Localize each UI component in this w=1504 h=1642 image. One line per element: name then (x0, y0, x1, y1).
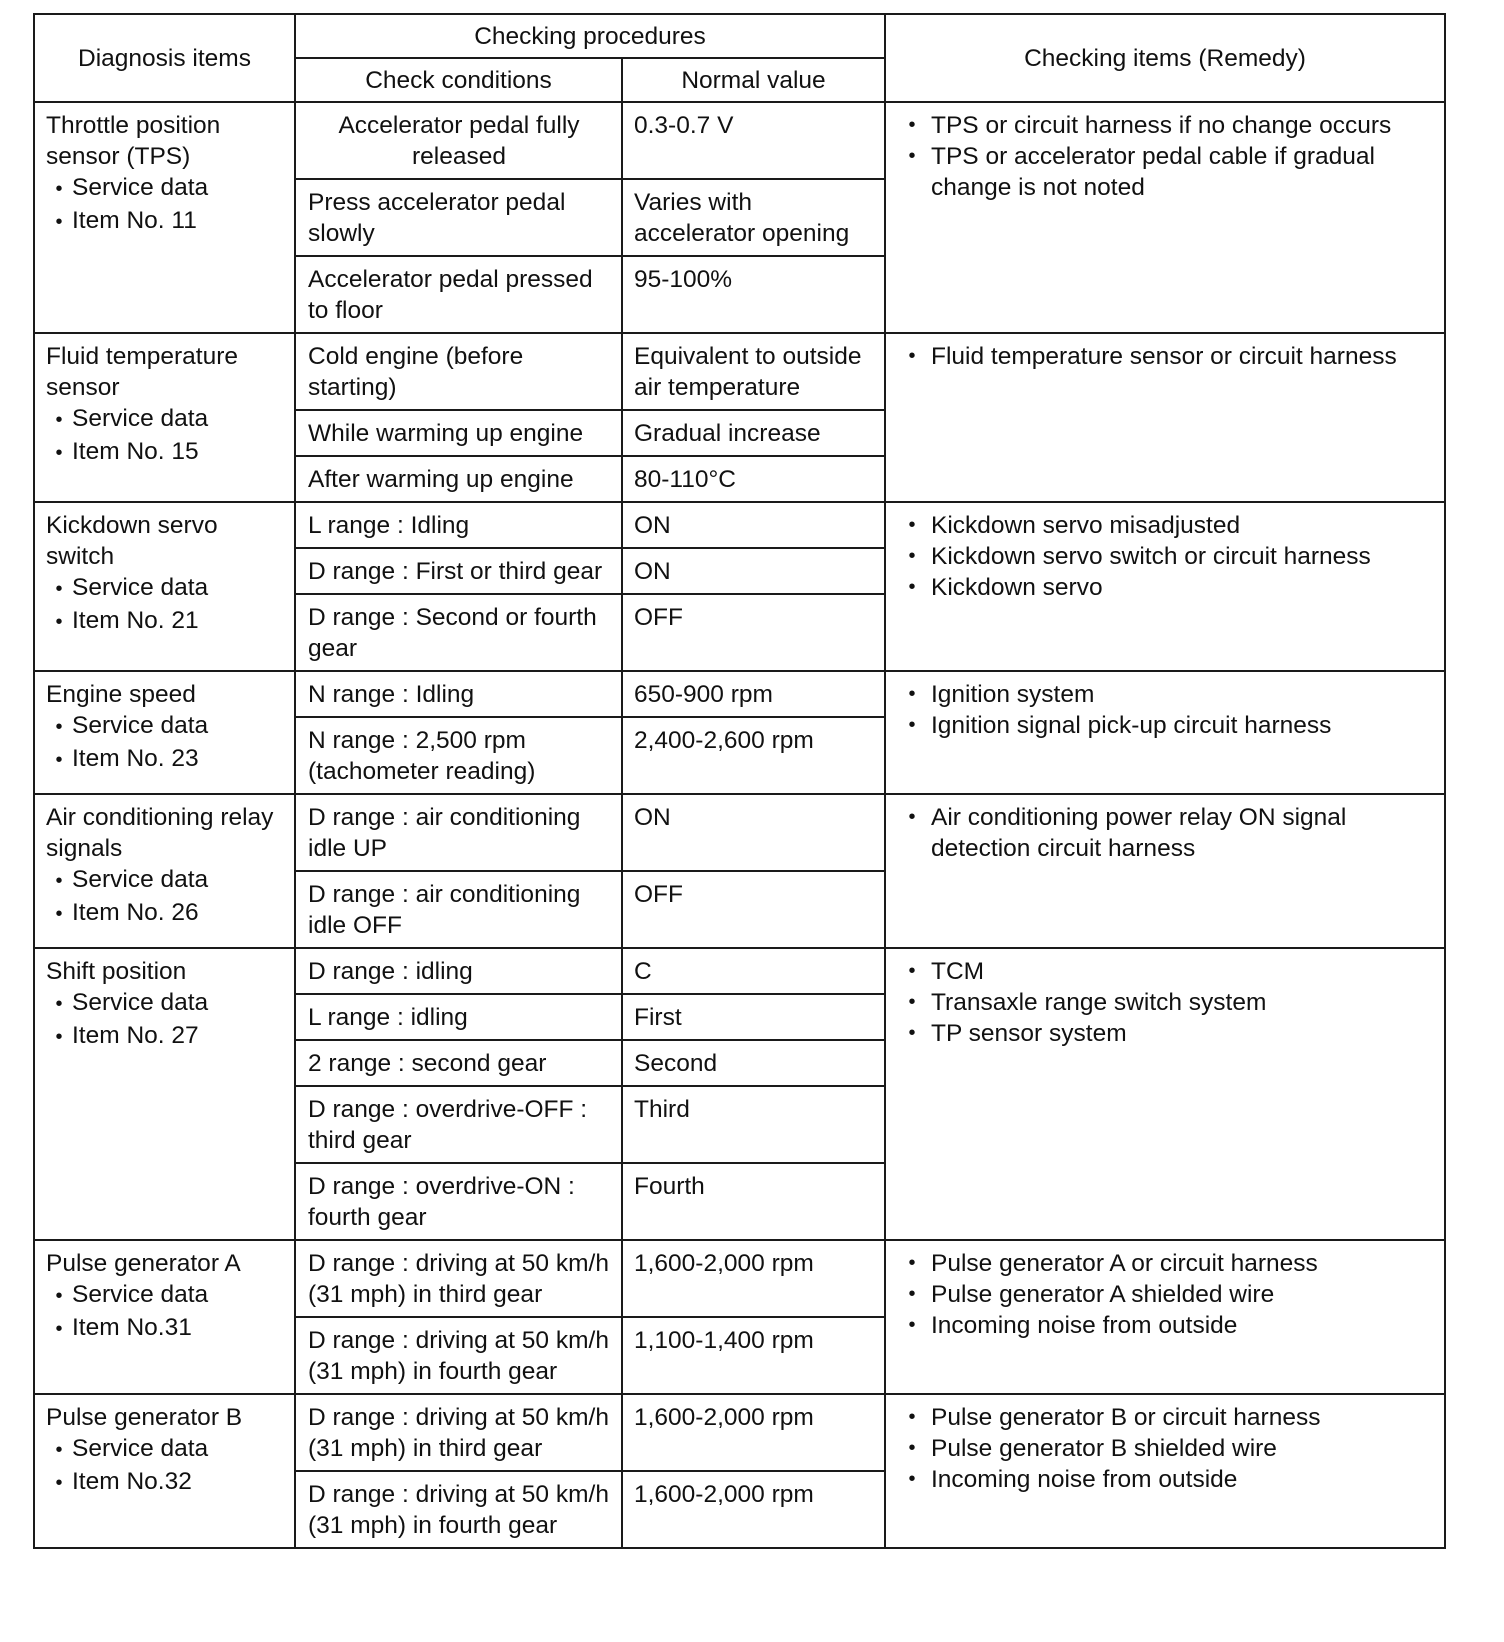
remedy-list (897, 110, 1433, 203)
remedy-list (897, 1402, 1433, 1495)
remedy-item: • Transaxle range switch system (931, 987, 1433, 1018)
diagnosis-item-cell (34, 1240, 295, 1394)
remedy-list (897, 510, 1433, 603)
diagnosis-item-cell (34, 948, 295, 1240)
header-checking-items: Checking items (Remedy) (885, 14, 1445, 102)
check-condition-cell: D range : driving at 50 km/h (31 mph) in third gear (295, 1240, 622, 1317)
normal-value-cell: ON (622, 502, 885, 548)
diagnosis-item-cell (34, 333, 295, 502)
normal-value-cell: Equivalent to outside air temperature (622, 333, 885, 410)
table-row (34, 502, 1445, 548)
normal-value-cell: 2,400-2,600 rpm (622, 717, 885, 794)
check-condition-cell: N range : 2,500 rpm (tachometer reading) (295, 717, 622, 794)
remedy-item: • TPS or circuit harness if no change occurs (931, 110, 1433, 141)
diagnosis-item-title: Fluid temperature sensor (46, 343, 239, 401)
check-condition-cell: N range : Idling (295, 671, 622, 717)
check-condition-cell: D range : overdrive-ON : fourth gear (295, 1163, 622, 1240)
header-normal-value: Normal value (622, 58, 885, 102)
diagnosis-item-cell (34, 102, 295, 333)
check-condition-cell: D range : driving at 50 km/h (31 mph) in fourth gear (295, 1471, 622, 1548)
check-condition-cell: D range : driving at 50 km/h (31 mph) in fourth gear (295, 1317, 622, 1394)
diagnosis-item-detail: • Item No. 26 (46, 897, 283, 930)
diagnosis-item-detail: • Item No. 21 (46, 605, 283, 638)
normal-value-cell: Fourth (622, 1163, 885, 1240)
check-condition-cell: Cold engine (before starting) (295, 333, 622, 410)
normal-value-cell: C (622, 948, 885, 994)
normal-value-cell: 1,600-2,000 rpm (622, 1394, 885, 1471)
normal-value-cell: 1,600-2,000 rpm (622, 1471, 885, 1548)
remedy-item: • Incoming noise from outside (931, 1464, 1433, 1495)
check-condition-cell: Press accelerator pedal slowly (295, 179, 622, 256)
table-body (34, 102, 1445, 1548)
diagnosis-item-cell (34, 794, 295, 948)
remedy-item: • TPS or accelerator pedal cable if gradual change is not noted (931, 141, 1433, 203)
diagnosis-item-title: Throttle position sensor (TPS) (46, 112, 221, 170)
normal-value-cell: 80-110°C (622, 456, 885, 502)
diagnosis-item-title: Engine speed (46, 681, 196, 708)
header-check-conditions: Check conditions (295, 58, 622, 102)
remedy-item: • Ignition signal pick-up circuit harness (931, 710, 1433, 741)
remedy-item: • Pulse generator A or circuit harness (931, 1248, 1433, 1279)
normal-value-cell: 1,100-1,400 rpm (622, 1317, 885, 1394)
check-condition-cell: 2 range : second gear (295, 1040, 622, 1086)
diagnosis-item-detail: • Item No. 11 (46, 205, 283, 238)
table-row (34, 671, 1445, 717)
remedy-cell (885, 102, 1445, 333)
check-condition-cell: Accelerator pedal pressed to floor (295, 256, 622, 333)
normal-value-cell: Varies with accelerator opening (622, 179, 885, 256)
diagnosis-item-detail: • Service data (46, 1433, 283, 1466)
check-condition-cell: L range : idling (295, 994, 622, 1040)
remedy-list (897, 679, 1433, 741)
diagnosis-item-detail: • Item No. 23 (46, 743, 283, 776)
remedy-item: • TP sensor system (931, 1018, 1433, 1049)
table-row (34, 794, 1445, 871)
diagnosis-item-title: Pulse generator B (46, 1404, 243, 1431)
normal-value-cell: OFF (622, 871, 885, 948)
diagnosis-item-title: Pulse generator A (46, 1250, 241, 1277)
remedy-cell (885, 794, 1445, 948)
remedy-item: • Ignition system (931, 679, 1433, 710)
diagnosis-item-detail: • Service data (46, 864, 283, 897)
diagnosis-item-detail: • Service data (46, 987, 283, 1020)
normal-value-cell: ON (622, 794, 885, 871)
diagnosis-item-detail: • Service data (46, 572, 283, 605)
diagnosis-item-detail: • Item No. 15 (46, 436, 283, 469)
normal-value-cell: First (622, 994, 885, 1040)
remedy-list (897, 1248, 1433, 1341)
diagnosis-item-cell (34, 502, 295, 671)
table-row (34, 948, 1445, 994)
normal-value-cell: Gradual increase (622, 410, 885, 456)
remedy-cell (885, 1240, 1445, 1394)
remedy-item: • Pulse generator B shielded wire (931, 1433, 1433, 1464)
remedy-cell (885, 948, 1445, 1240)
remedy-item: • Air conditioning power relay ON signal detection circuit harness (931, 802, 1433, 864)
table-row (34, 1394, 1445, 1471)
remedy-cell (885, 671, 1445, 794)
check-condition-cell: After warming up engine (295, 456, 622, 502)
check-condition-cell: D range : idling (295, 948, 622, 994)
remedy-list (897, 802, 1433, 864)
diagnosis-item-cell (34, 671, 295, 794)
check-condition-cell: L range : Idling (295, 502, 622, 548)
header-diagnosis-items: Diagnosis items (34, 14, 295, 102)
header-checking-procedures: Checking procedures (295, 14, 885, 58)
remedy-list (897, 341, 1433, 372)
normal-value-cell: OFF (622, 594, 885, 671)
remedy-item: • Kickdown servo switch or circuit harness (931, 541, 1433, 572)
diagnosis-item-title: Kickdown servo switch (46, 512, 218, 570)
check-condition-cell: D range : Second or fourth gear (295, 594, 622, 671)
remedy-item: • Incoming noise from outside (931, 1310, 1433, 1341)
check-condition-cell: D range : First or third gear (295, 548, 622, 594)
table-row (34, 333, 1445, 410)
normal-value-cell: 650-900 rpm (622, 671, 885, 717)
diagnosis-item-title: Air conditioning relay signals (46, 804, 274, 862)
table-header (34, 14, 1445, 102)
diagnosis-item-detail: • Item No. 27 (46, 1020, 283, 1053)
remedy-item: • Fluid temperature sensor or circuit harness (931, 341, 1433, 372)
remedy-item: • Pulse generator A shielded wire (931, 1279, 1433, 1310)
table-row (34, 102, 1445, 179)
diagnosis-item-detail: • Service data (46, 172, 283, 205)
remedy-cell (885, 502, 1445, 671)
table-row (34, 1240, 1445, 1317)
diagnosis-table (33, 13, 1446, 1549)
remedy-list (897, 956, 1433, 1049)
check-condition-cell: D range : overdrive-OFF : third gear (295, 1086, 622, 1163)
diagnosis-item-detail: • Service data (46, 710, 283, 743)
normal-value-cell: Third (622, 1086, 885, 1163)
diagnosis-item-detail: • Item No.31 (46, 1312, 283, 1345)
remedy-item: • TCM (931, 956, 1433, 987)
check-condition-cell: Accelerator pedal fully released (295, 102, 622, 179)
check-condition-cell: While warming up engine (295, 410, 622, 456)
normal-value-cell: ON (622, 548, 885, 594)
check-condition-cell: D range : driving at 50 km/h (31 mph) in third gear (295, 1394, 622, 1471)
normal-value-cell: 95-100% (622, 256, 885, 333)
normal-value-cell: 0.3-0.7 V (622, 102, 885, 179)
diagnosis-item-cell (34, 1394, 295, 1548)
remedy-item: • Kickdown servo (931, 572, 1433, 603)
check-condition-cell: D range : air conditioning idle OFF (295, 871, 622, 948)
remedy-item: • Pulse generator B or circuit harness (931, 1402, 1433, 1433)
diagnosis-item-detail: • Service data (46, 1279, 283, 1312)
check-condition-cell: D range : air conditioning idle UP (295, 794, 622, 871)
diagnosis-item-detail: • Item No.32 (46, 1466, 283, 1499)
diagnosis-item-detail: • Service data (46, 403, 283, 436)
remedy-cell (885, 333, 1445, 502)
normal-value-cell: Second (622, 1040, 885, 1086)
normal-value-cell: 1,600-2,000 rpm (622, 1240, 885, 1317)
remedy-cell (885, 1394, 1445, 1548)
remedy-item: • Kickdown servo misadjusted (931, 510, 1433, 541)
diagnosis-item-title: Shift position (46, 958, 187, 985)
